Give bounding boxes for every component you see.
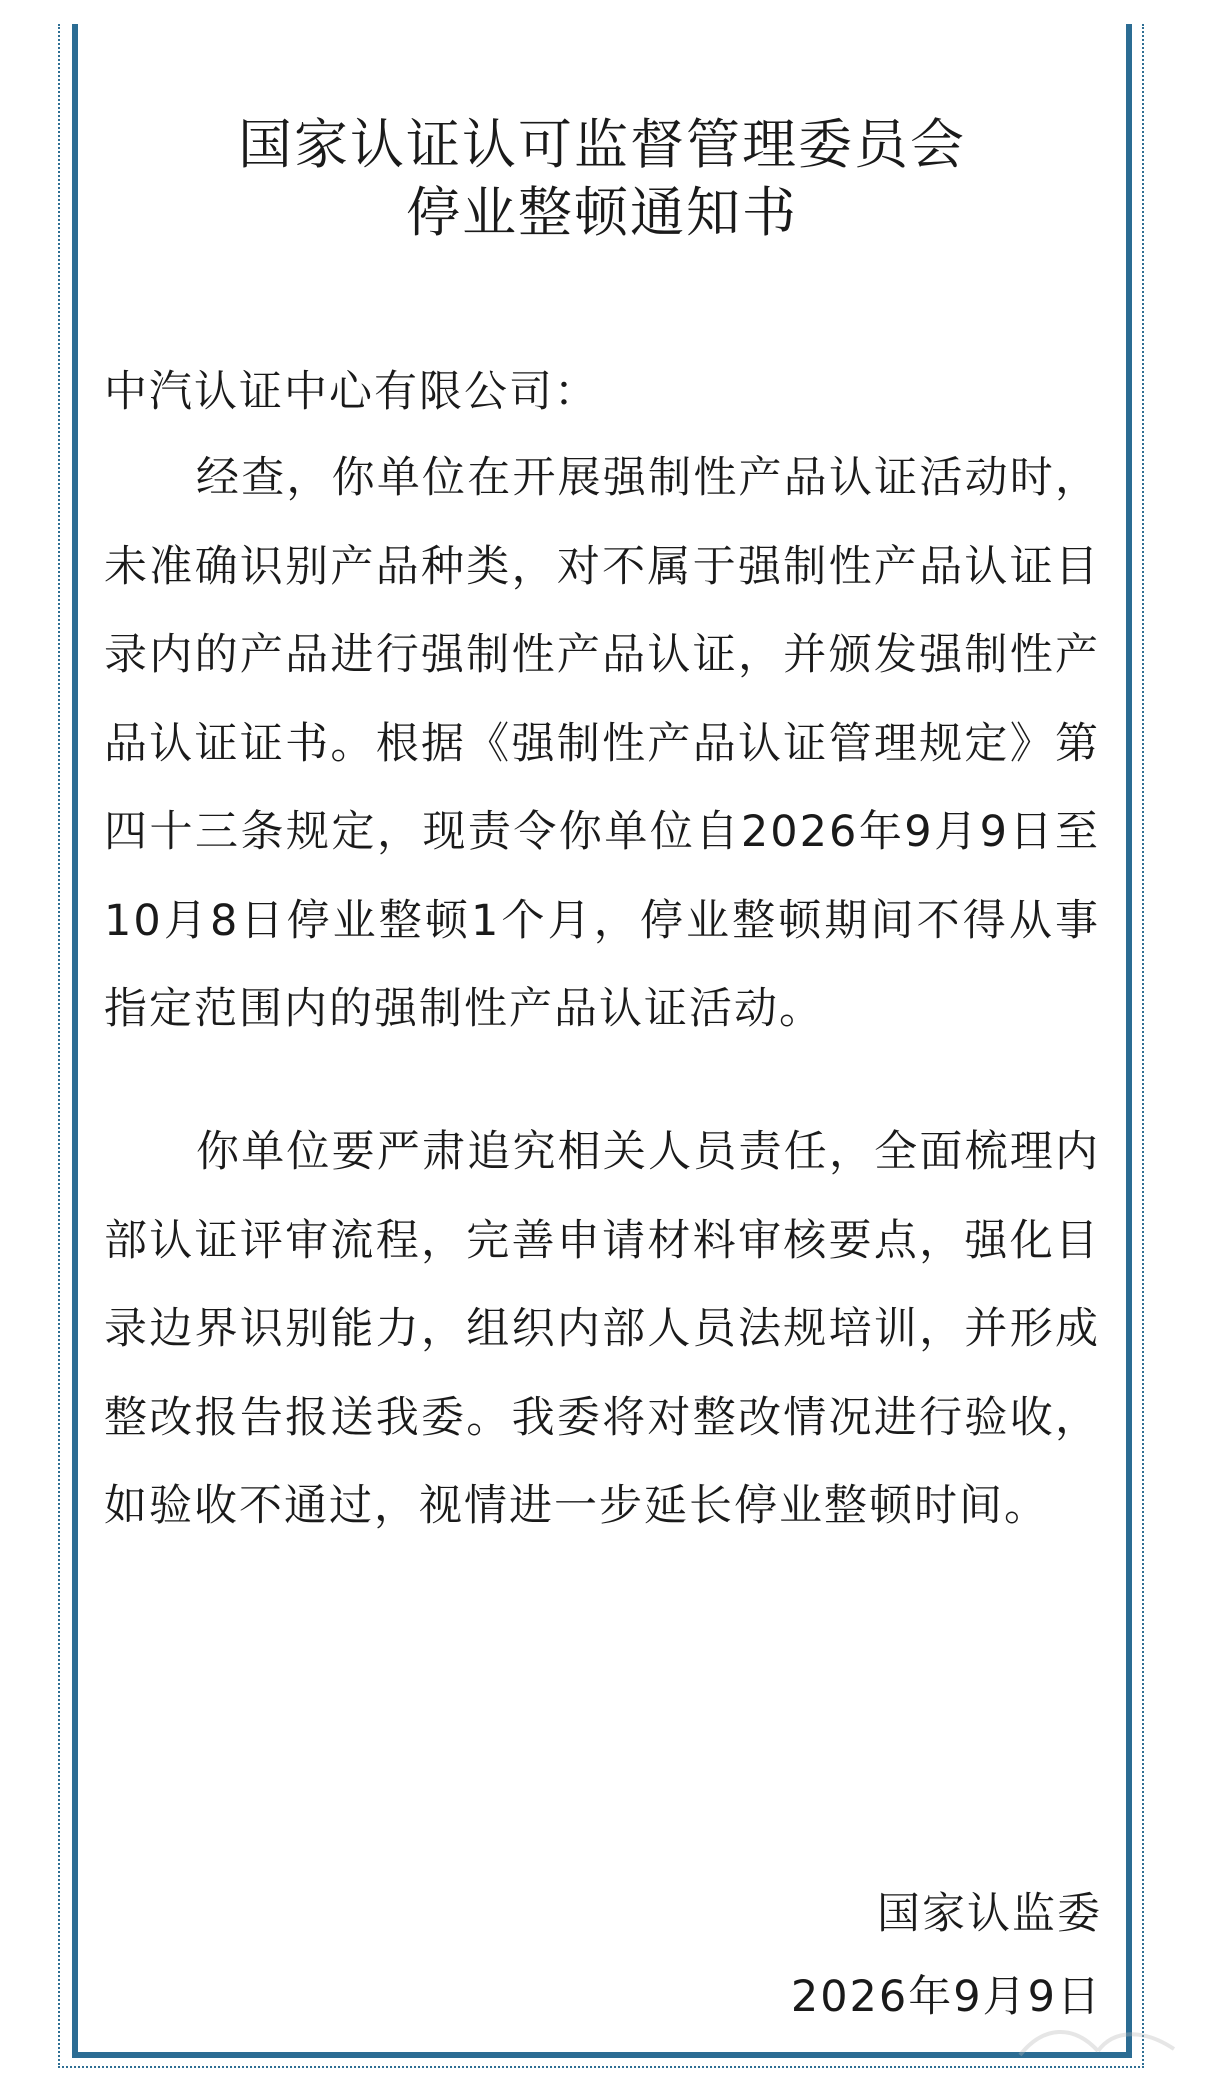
- issuer-title: 国家认证认可监督管理委员会: [238, 113, 966, 176]
- notice-paragraph-2: 你单位要严肃追究相关人员责任，全面梳理内部认证评审流程，完善申请材料审核要点，强化目录边界识别能力，组织内部人员法规培训，并形成整改报告报送我委。我委将对整改情况进行验收，如验收不通过，视情进一步延长停业整顿时间。: [104, 1127, 1100, 1531]
- signature-date: 2026年9月9日: [790, 1972, 1102, 2022]
- signature-organization: 国家认监委: [877, 1889, 1102, 1939]
- watermark-logo: [1014, 2015, 1184, 2071]
- addressee: 中汽认证中心有限公司：: [104, 367, 599, 417]
- notice-paragraph-1: 经查，你单位在开展强制性产品认证活动时，未准确识别产品种类，对不属于强制性产品认证目录内的产品进行强制性产品认证，并颁发强制性产品认证证书。根据《强制性产品认证管理规定》第四十三条规定，现责令你单位自2026年9月9日至10月8日停业整顿1个月，停业整顿期间不得从事指定范围内的强制性产品认证活动。: [104, 453, 1100, 1034]
- notice-title: 停业整顿通知书: [406, 181, 798, 244]
